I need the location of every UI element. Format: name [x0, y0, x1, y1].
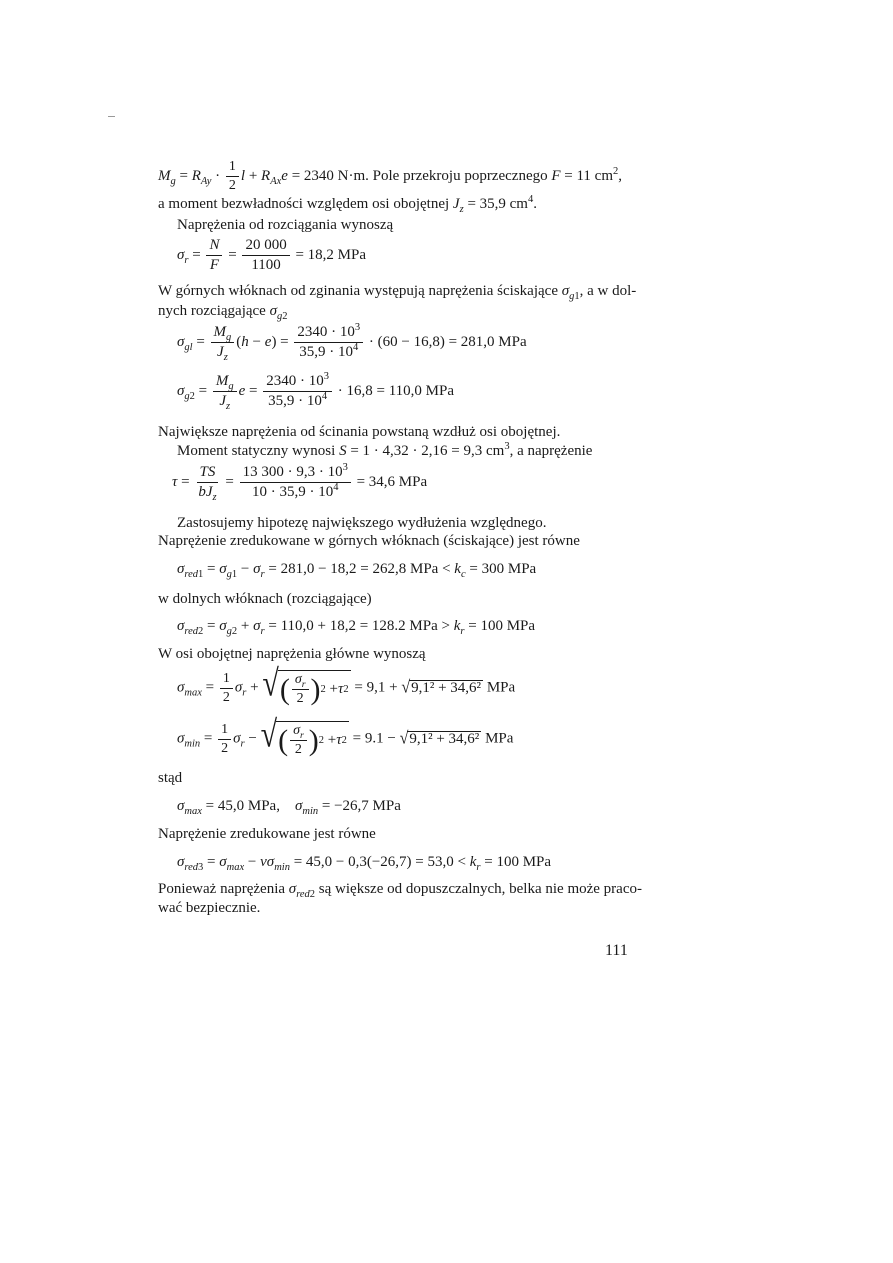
- conclusion-line-2: wać bezpiecznie.: [158, 900, 261, 916]
- sigma-red3-equation: $\sigma_{red3} = \sigma_{max} - \nu\sigma_{min} = 45,0 - 0,3(-26,7) = 53,0 < k_r = 100$ MPa: [177, 854, 552, 873]
- sg1-result: · (60 − 16,8) = 281,0 MPa: [368, 333, 527, 350]
- Jz-value: = 35,9 cm: [467, 196, 528, 212]
- moment-intro: a moment bezwładności względem osi obojętnej: [158, 196, 450, 212]
- moment-line: a moment bezwładności względem osi obojętnej $J_z = 35,9$ $cm^4$.: [158, 194, 537, 215]
- smax-eq: = 9,1 +: [354, 679, 398, 696]
- sigma-g1-equation: $\sigma_{gl}$ = $\frac{M_g}{J_z}$ (h − e) = $\frac{2340 \cdot 10^3}{35,9 \cdot 10^4}$ · (60 − 16,8) = 281,0 MPa: [177, 322, 527, 363]
- tau-num: 13 300 · 9,3 · 10: [242, 464, 343, 480]
- zgin-text-2: nych rozciągające: [158, 303, 266, 319]
- smin-eq: = 9.1 −: [352, 730, 396, 747]
- sg2-den: 35,9 · 10: [268, 393, 322, 409]
- tau-den: 10 · 35,9 · 10: [251, 484, 334, 500]
- sigma-red2-equation: $\sigma_{red2} = \sigma_{g2} + \sigma_r = 110,0 + 18,2 = 128.2$ MPa > $k_r = 100$ MPa: [177, 618, 536, 637]
- mg-line: $M_g = R_{Ay}$ · $\frac{1}{2}$ $l + R_{Ax}e = 2340$ N·m. Pole przekroju poprzecznego F = 11 $cm^2$,: [158, 159, 623, 193]
- sg1-num: 2340 · 10: [297, 324, 355, 340]
- red3-intro-line: Naprężenie zredukowane jest równe: [158, 826, 376, 842]
- pole-text: Pole przekroju poprzecznego: [372, 167, 548, 184]
- sg2-result: · 16,8 = 110,0 MPa: [337, 382, 455, 399]
- principal-line: W osi obojętnej naprężenia główne wynoszą: [158, 646, 426, 662]
- sigma-red1-equation: $\sigma_{red1} = \sigma_{g1} - \sigma_r = 281,0 - 18,2 = 262,8$ MPa < $k_c = 300$ MPa: [177, 561, 537, 580]
- smin-value: = −26,7 MPa: [321, 798, 401, 814]
- smax-unit: MPa: [486, 679, 516, 696]
- sigma-min-equation: $\sigma_{min}$ = $\frac{1}{2}$ $\sigma_r$ − √ ( $\frac{\sigma_r}{2}$ ) 2 + τ 2 = 9.1 − √ 9,1² + 34,6² MPa: [177, 714, 514, 757]
- red2-end: = 100 MPa: [468, 618, 536, 634]
- tau-result: = 34,6 MPa: [356, 473, 428, 490]
- sigma-max-equation: $\sigma_{max}$ = $\frac{1}{2}$ $\sigma_r$ + √ ( $\frac{\sigma_r}{2}$ ) 2 + τ 2 = 9,1 + √ 9,1² + 34,6² MPa: [177, 663, 516, 706]
- sr-den: 1100: [251, 257, 281, 273]
- sr-result: = 18,2 MPa: [295, 246, 366, 263]
- principal-results: $\sigma_{max} = 45,0$ MPa, $\sigma_{min} = -26,7$ MPa: [177, 798, 401, 817]
- mg-value: = 2340 N·m.: [291, 167, 369, 184]
- sr-num: 20 000: [242, 238, 289, 256]
- tau-equation: τ = $\frac{TS}{bJ_z}$ = $\frac{13 300 \cdot 9,3 \cdot 10^3}{10 \cdot 35,9 \cdot 10^4}$ = 34,6 MPa: [172, 462, 428, 503]
- red3-end: = 100 MPa: [484, 854, 552, 870]
- concl-text-1: Ponieważ naprężenia: [158, 881, 286, 897]
- concl-text-1b: są większe od dopuszczalnych, belka nie może praco-: [318, 881, 642, 897]
- stad-line: stąd: [158, 770, 183, 786]
- smax-value: = 45,0 MPa,: [205, 798, 280, 814]
- scin-line-2: Moment statyczny wynosi S = 1 · 4,32 · 2,16 = 9,3 $cm^3$, a naprężenie: [177, 441, 593, 459]
- scin-text-2b: , a naprężenie: [509, 443, 593, 459]
- smin-sqrt: 9,1² + 34,6²: [409, 731, 480, 747]
- red2-mid: = 110,0 + 18,2 = 128.2 MPa >: [268, 618, 450, 634]
- F-value: = 11 cm: [564, 167, 614, 184]
- hipoteza-line: Zastosujemy hipotezę największego wydłużenia względnego.: [177, 515, 547, 531]
- conclusion-line-1: Ponieważ naprężenia $\sigma_{red2}$ są większe od dopuszczalnych, belka nie może praco-: [158, 881, 642, 900]
- scin-line-1: Największe naprężenia od ścinania powstaną wzdłuż osi obojętnej.: [158, 424, 561, 440]
- red-top-line: Naprężenie zredukowane w górnych włóknach (ściskające) jest równe: [158, 533, 580, 549]
- rozc-heading: Naprężenia od rozciągania wynoszą: [177, 217, 394, 233]
- red1-mid: = 281,0 − 18,2 = 262,8 MPa <: [268, 561, 451, 577]
- zgin-text-1: W górnych włóknach od zginania występują naprężenia ściskające: [158, 283, 558, 299]
- smax-sqrt: 9,1² + 34,6²: [411, 680, 482, 696]
- zgin-line-1: W górnych włóknach od zginania występują naprężenia ściskające $\sigma_{g1}$, a w dol-: [158, 283, 637, 302]
- zgin-line-2: nych rozciągające $\sigma_{g2}$: [158, 303, 288, 322]
- sg1-den: 35,9 · 10: [299, 344, 354, 360]
- scin-text-2: Moment statyczny wynosi: [177, 443, 336, 459]
- red-bottom-line: w dolnych włóknach (rozciągające): [158, 591, 372, 607]
- red3-mid: = 45,0 − 0,3(−26,7) = 53,0 <: [293, 854, 466, 870]
- red1-end: = 300 MPa: [469, 561, 537, 577]
- S-value: = 1 · 4,32 · 2,16 = 9,3 cm: [350, 443, 505, 459]
- zgin-text-1b: , a w dol-: [579, 283, 637, 299]
- sigma-r-equation: $\sigma_r$ = $\frac{N}{F}$ = $\frac{20 000}{1100}$ = 18,2 MPa: [177, 237, 366, 273]
- scan-mark: [108, 116, 115, 117]
- page-number: 111: [605, 942, 628, 959]
- sigma-g2-equation: $\sigma_{g2}$ = $\frac{M_g}{J_z}$ e = $\frac{2340 \cdot 10^3}{35,9 \cdot 10^4}$ · 16,8 = 110,0 MPa: [177, 371, 455, 412]
- sg2-num: 2340 · 10: [266, 373, 324, 389]
- smin-unit: MPa: [485, 730, 514, 747]
